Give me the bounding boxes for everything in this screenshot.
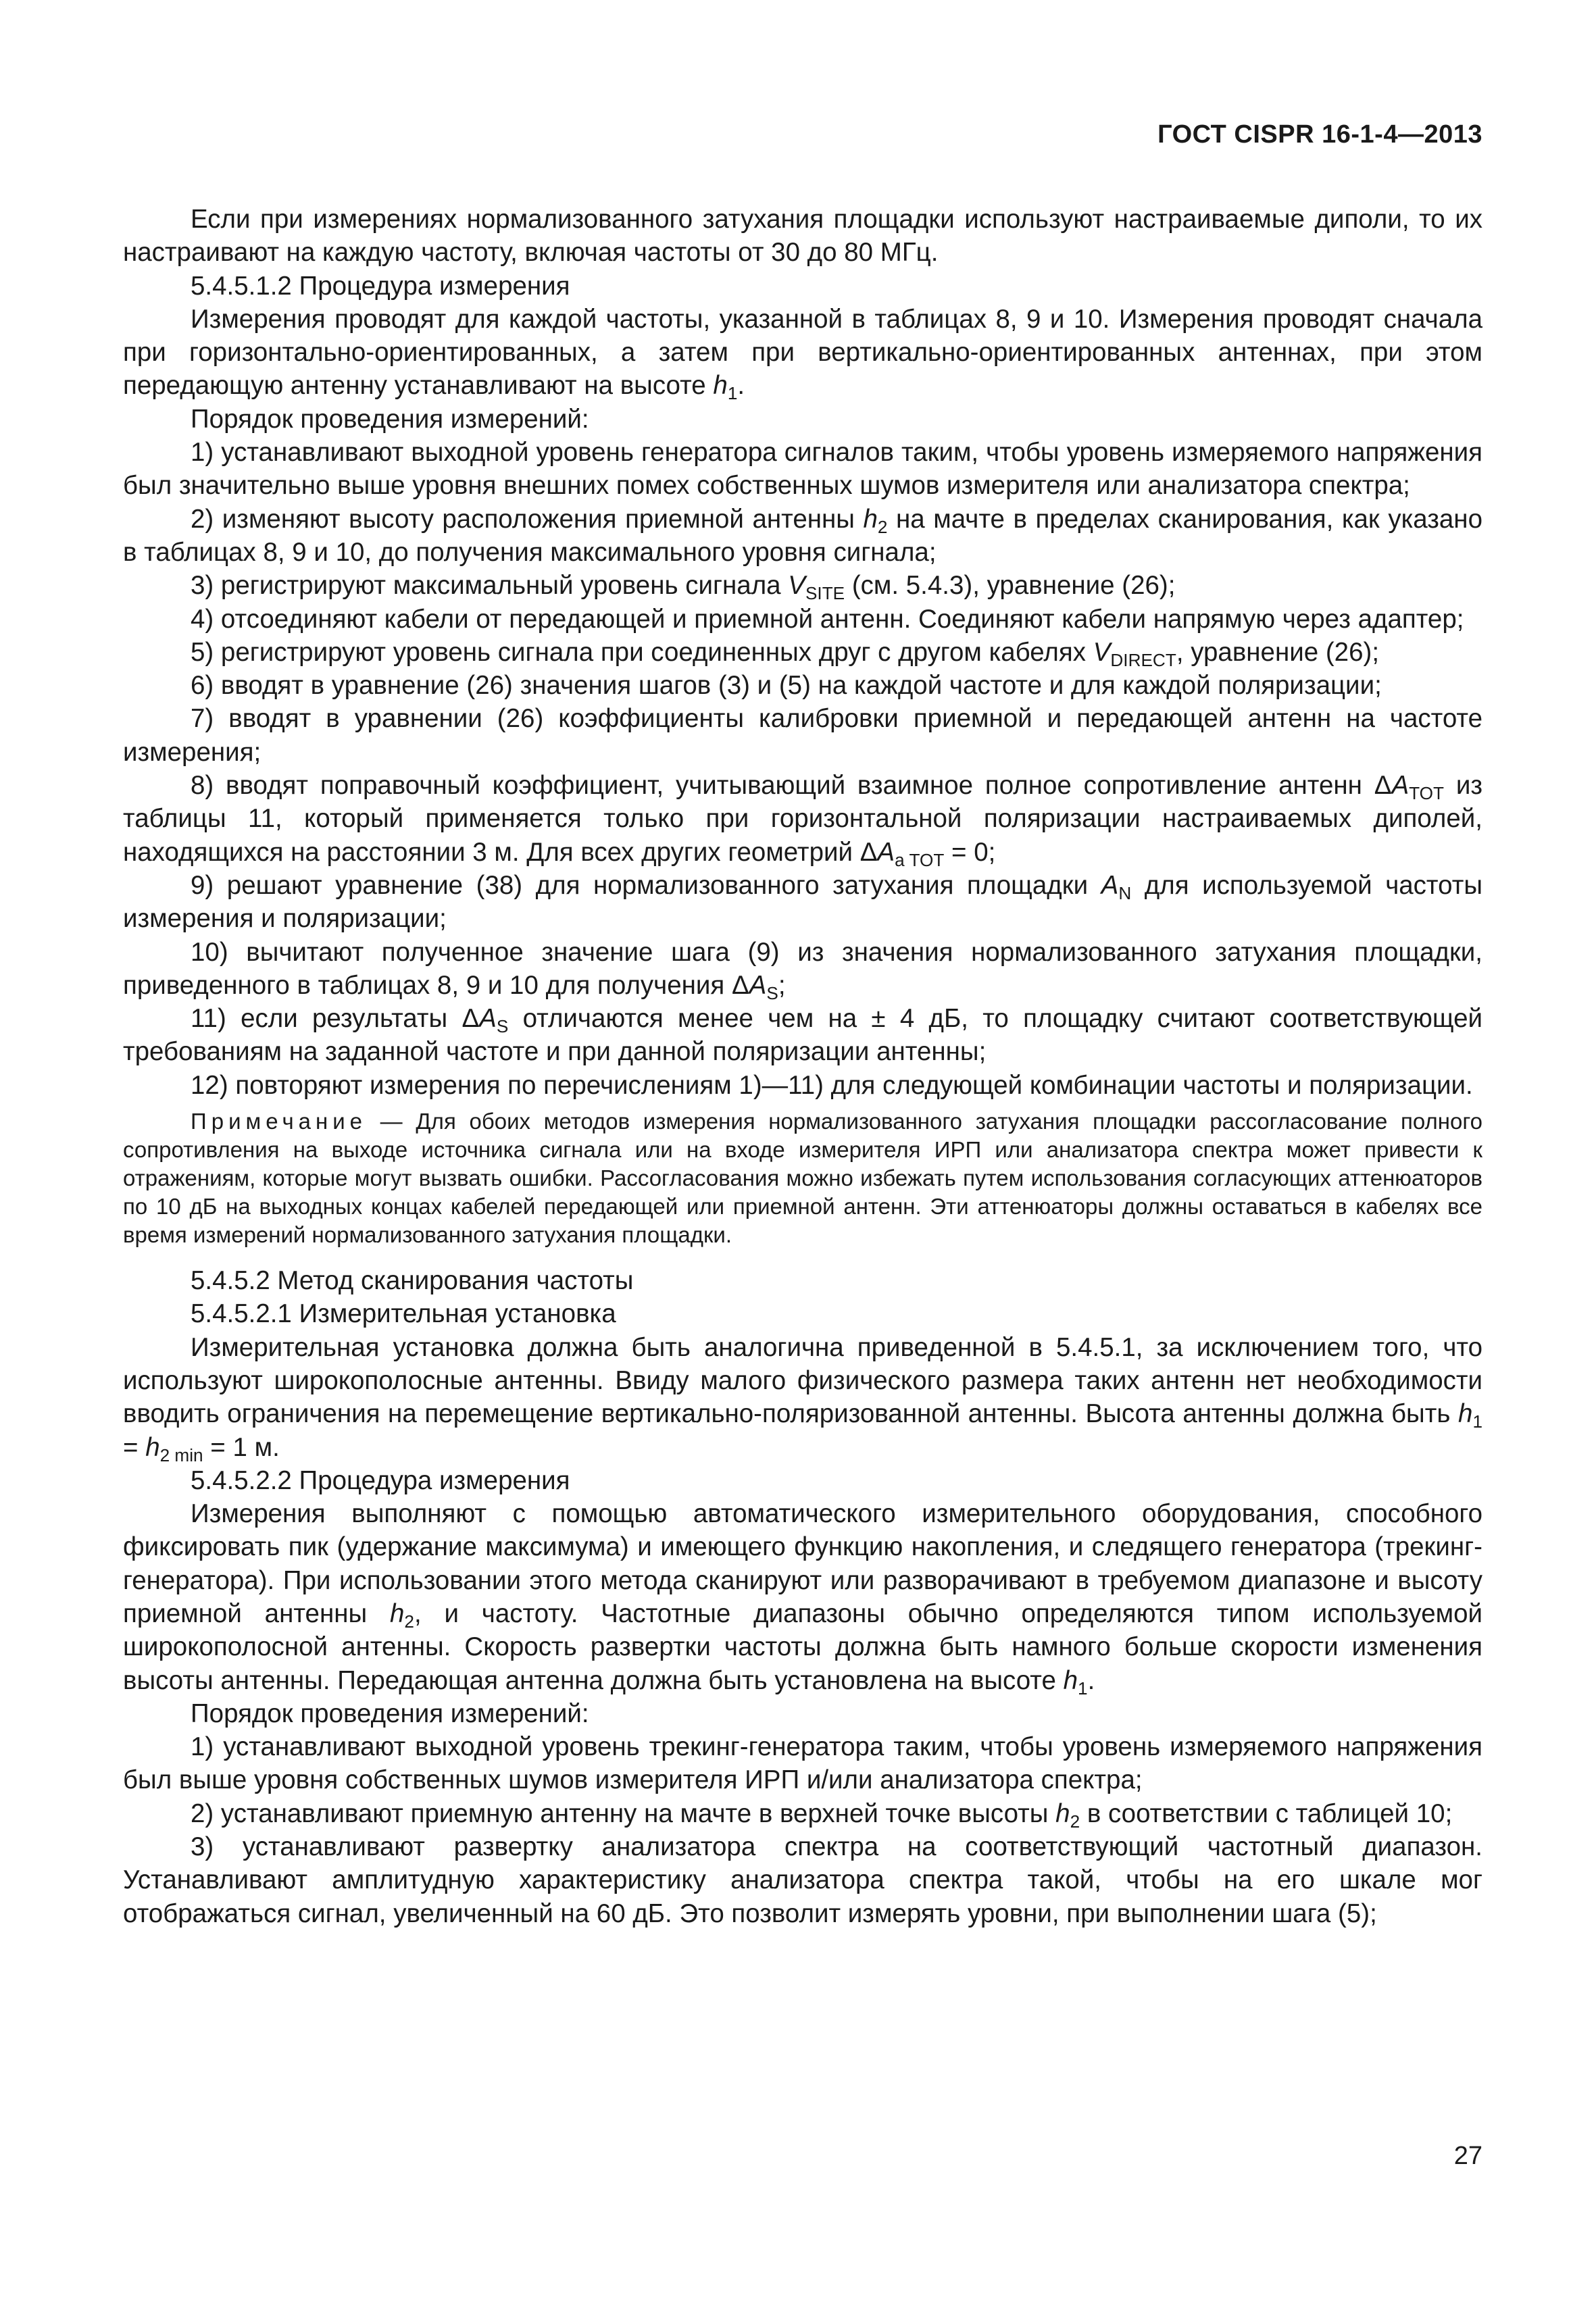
paragraph-p23: 1) устанавливают выходной уровень трекинг-генератора таким, чтобы уровень измеряемого напряжения был выше уровня собственных шумов измерителя ИРП и/или анализатора спектра; <box>123 1732 1482 1795</box>
math-symbol: $h_1$ <box>1063 1665 1088 1699</box>
math-symbol: $V_{DIRECT}$ <box>1093 637 1176 670</box>
paragraph-p25: 3) устанавливают развертку анализатора спектра на соответствующий частотный диапазон. Устанавливают амплитудную характеристику анализатора спектра такой, чтобы на его шкале мог отображаться сигнал, увеличенный на 60 дБ. Это позволит измерять уровни, при выполнении шага (5); <box>123 1832 1482 1928</box>
page-number: 27 <box>1453 2142 1482 2170</box>
paragraph-p5: 1) устанавливают выходной уровень генератора сигналов таким, чтобы уровень измеряемого напряжения был значительно выше уровня внешних помех собственных шумов измерителя или анализатора спектра; <box>123 438 1482 501</box>
math-symbol: $\Delta A_{a TOT}$ <box>859 837 945 870</box>
paragraph-p3: Измерения проводят для каждой частоты, указанной в таблицах 8, 9 и 10. Измерения проводят сначала при горизонтально-ориентированных, а затем при вертикально-ориентированных антеннах, при этом передающую антенну устанавливают на высоте $h_1$. <box>123 304 1482 404</box>
paragraph-p20: 5.4.5.2.2 Процедура измерения <box>191 1465 570 1495</box>
paragraph-p17: 5.4.5.2 Метод сканирования частоты <box>191 1266 634 1296</box>
paragraph-p9: 5) регистрируют уровень сигнала при соединенных друг с другом кабелях $V_{DIRECT}$, уравнение (26); <box>191 637 1380 670</box>
math-symbol: $h_2$ <box>1055 1799 1080 1832</box>
paragraph-p16: 12) повторяют измерения по перечислениям 1)—11) для следующей комбинации частоты и поляризации. <box>191 1070 1473 1100</box>
paragraph-p1: Если при измерениях нормализованного затухания площадки используют настраиваемые диполи, то их настраивают на каждую частоту, включая частоты от 30 до 80 МГц. <box>123 205 1482 268</box>
note-paragraph: Примечание — Для обоих методов измерения нормализованного затухания площадки рассогласование полного сопротивления на выходе источника сигнала или на входе измерителя ИРП или анализатора спектра может привести к отражениям, которые могут вызвать ошибки. Рассогласования можно избежать путем использования согласующих аттенюаторов по 10 дБ на выходных концах кабелей передающей или приемной антенн. Эти аттенюаторы должны оставаться в кабелях все время измерений нормализованного затухания площадки. <box>123 1109 1482 1248</box>
paragraph-p11: 7) вводят в уравнении (26) коэффициенты калибровки приемной и передающей антенн на частоте измерения; <box>123 704 1482 767</box>
math-symbol: $h_1$ <box>713 371 738 404</box>
paragraph-p12: 8) вводят поправочный коэффициент, учитывающий взаимное полное сопротивление антенн $\Delta A_{TOT}$ из таблицы 11, который применяется только при горизонтальной поляризации настраиваемых диполей, находящихся на расстоянии 3 м. Для всех других геометрий $\Delta A_{a TOT} = 0$; <box>123 771 1483 870</box>
paragraph-p18: 5.4.5.2.1 Измерительная установка <box>191 1299 616 1329</box>
math-symbol: $h_1$ <box>1458 1399 1482 1432</box>
math-symbol: $V_{SITE}$ <box>788 571 845 604</box>
math-symbol: $h_2$ <box>863 504 888 537</box>
math-symbol: $\Delta A_{TOT}$ <box>1374 771 1445 803</box>
paragraph-p22: Порядок проведения измерений: <box>191 1699 589 1728</box>
paragraph-p19: Измерительная установка должна быть аналогична приведенной в 5.4.5.1, за исключением того, что используют широкополосные антенны. Ввиду малого физического размера таких антенн нет необходимости вводить ограничения на перемещение вертикально-поляризованной антенны. Высота антенны должна быть $h_1 = h_{2 min} = 1$ м. <box>123 1332 1482 1465</box>
document-code: ГОСТ CISPR 16-1-4—2013 <box>1157 120 1482 149</box>
paragraph-p6: 2) изменяют высоту расположения приемной антенны $h_2$ на мачте в пределах сканирования, как указано в таблицах 8, 9 и 10, до получения максимального уровня сигнала; <box>123 504 1482 567</box>
paragraph-p10: 6) вводят в уравнение (26) значения шагов (3) и (5) на каждой частоте и для каждой поляризации; <box>191 671 1382 701</box>
math-symbol: $A_N$ <box>1101 870 1132 903</box>
note-label: Примечание <box>191 1109 368 1134</box>
math-symbol: $\Delta A_S$ <box>462 1004 509 1036</box>
paragraph-p21: Измерения выполняют с помощью автоматического измерительного оборудования, способного фиксировать пик (удержание максимума) и имеющего функцию накопления, и следящего генератора (трекинг-генератора). При использовании этого метода сканируют или разворачивают в требуемом диапазоне и высоту приемной антенны $h_2$, и частоту. Частотные диапазоны обычно определяются типом используемой широкополосной антенны. Скорость развертки частоты должна быть намного больше скорости изменения высоты антенны. Передающая антенна должна быть установлена на высоте $h_1$. <box>123 1499 1482 1699</box>
paragraph-p14: 10) вычитают полученное значение шага (9) из значения нормализованного затухания площадки, приведенного в таблицах 8, 9 и 10 для получения $\Delta A_S$; <box>123 937 1482 1003</box>
math-symbol: $h_{2 min}$ <box>145 1432 203 1465</box>
paragraph-p13: 9) решают уравнение (38) для нормализованного затухания площадки $A_N$ для используемой частоты измерения и поляризации; <box>123 870 1482 934</box>
paragraph-p7: 3) регистрируют максимальный уровень сигнала $V_{SITE}$ (см. 5.4.3), уравнение (26); <box>191 571 1176 604</box>
paragraph-p8: 4) отсоединяют кабели от передающей и приемной антенн. Соединяют кабели напрямую через адаптер; <box>191 604 1464 634</box>
body-text <box>123 203 1482 1930</box>
math-symbol: $h_2$ <box>389 1599 414 1632</box>
paragraph-p2: 5.4.5.1.2 Процедура измерения <box>191 271 570 301</box>
paragraph-p4: Порядок проведения измерений: <box>191 404 589 434</box>
paragraph-p24: 2) устанавливают приемную антенну на мачте в верхней точке высоты $h_2$ в соответствии с таблицей 10; <box>191 1799 1453 1832</box>
paragraph-p15: 11) если результаты $\Delta A_S$ отличаются менее чем на ± 4 дБ, то площадку считают соответствующей требованиям на заданной частоте и при данной поляризации антенны; <box>123 1004 1482 1067</box>
math-symbol: $\Delta A_S$ <box>731 970 778 1003</box>
